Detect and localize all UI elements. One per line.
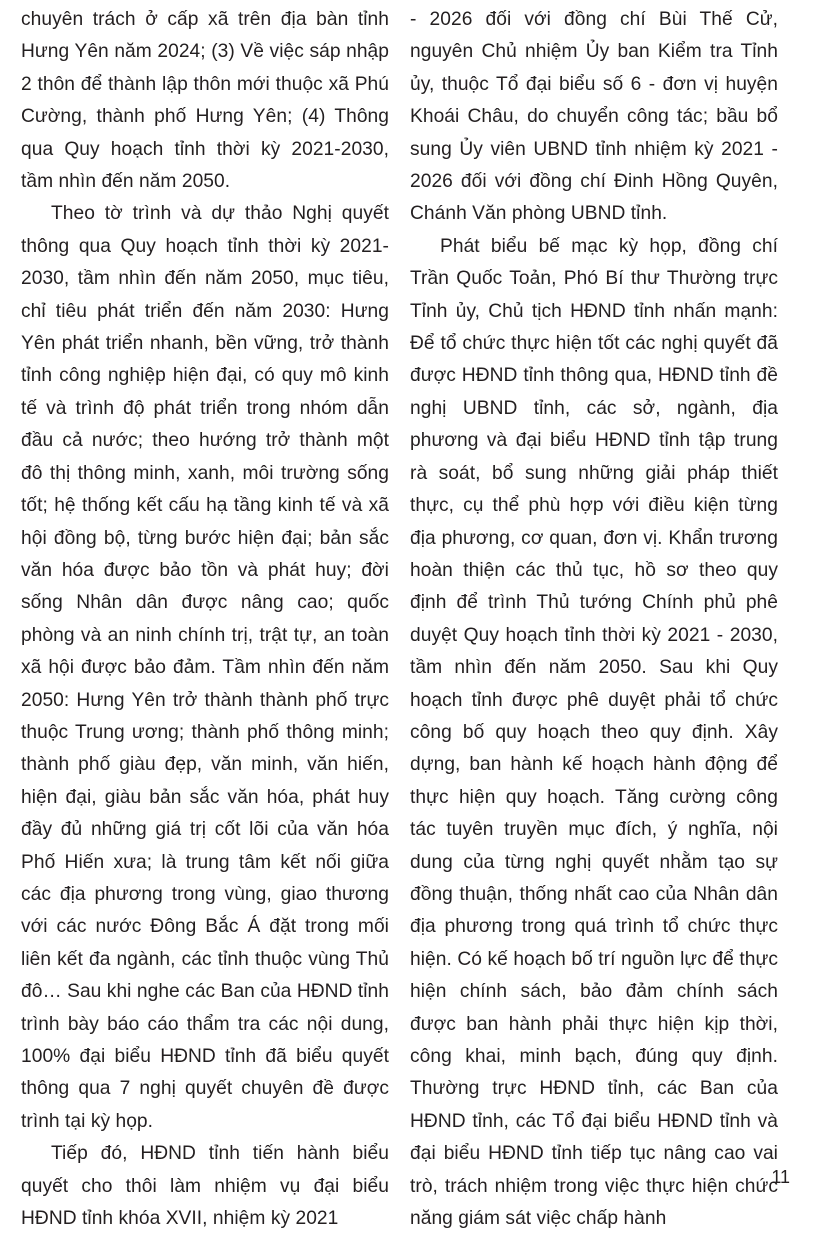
paragraph: Tiếp đó, HĐND tỉnh tiến hành biểu quyết cho thôi làm nhiệm vụ đại biểu HĐND tỉnh khóa XVII, nhiệm kỳ 2021 [21, 1143, 389, 1230]
paragraph: chuyên trách ở cấp xã trên địa bàn tỉnh Hưng Yên năm 2024; (3) Về việc sáp nhập 2 thôn để thành lập thôn mới thuộc xã Phú Cường, thành phố Hưng Yên; (4) Thông qua Quy hoạch tỉnh thời kỳ 2021-2030, tầm nhìn đến năm 2050. [21, 9, 389, 193]
paragraph: - 2026 đối với đồng chí Bùi Thế Cử, nguyên Chủ nhiệm Ủy ban Kiểm tra Tỉnh ủy, thuộc Tổ đại biểu số 6 - đơn vị huyện Khoái Châu, do chuyển công tác; bầu bổ sung Ủy viên UBND tỉnh nhiệm kỳ 2021 - 2026 đối với đồng chí Đinh Hồng Quyên, Chánh Văn phòng UBND tỉnh. [410, 9, 778, 225]
paragraph: Theo tờ trình và dự thảo Nghị quyết thông qua Quy hoạch tỉnh thời kỳ 2021-2030, tầm nhìn đến năm 2050, mục tiêu, chỉ tiêu phát triển đến năm 2030: Hưng Yên phát triển nhanh, bền vững, trở thành tỉnh công nghiệp hiện đại, có quy mô kinh tế và trình độ phát triển trong nhóm dẫn đầu cả nước; theo hướng trở thành một đô thị thông minh, xanh, môi trường sống tốt; hệ thống kết cấu hạ tầng kinh tế và xã hội đồng bộ, từng bước hiện đại; bản sắc văn hóa được bảo tồn và phát huy; đời sống Nhân dân được nâng cao; quốc phòng và an ninh chính trị, trật tự, an toàn xã hội được bảo đảm. Tầm nhìn đến năm 2050: Hưng Yên trở thành thành phố trực thuộc Trung ương; thành phố thông minh; thành phố giàu đẹp, văn minh, văn hiến, hiện đại, giàu bản sắc văn hóa, phát huy đầy đủ những giá trị cốt lõi của văn hóa Phố Hiến xưa; là trung tâm kết nối giữa các địa phương trong vùng, giao thương với các nước Đông Bắc Á đặt trong mối liên kết đa ngành, các tỉnh thuộc vùng Thủ đô… Sau khi nghe các Ban của HĐND tỉnh trình bày báo cáo thẩm tra các nội dung, 100% đại biểu HĐND tỉnh đã biểu quyết thông qua 7 nghị quyết chuyên đề được trình tại kỳ họp. [21, 203, 389, 1132]
left-column [21, 4, 389, 1235]
right-column [410, 4, 778, 1235]
paragraph: Phát biểu bế mạc kỳ họp, đồng chí Trần Quốc Toản, Phó Bí thư Thường trực Tỉnh ủy, Chủ tịch HĐND tỉnh nhấn mạnh: Để tổ chức thực hiện tốt các nghị quyết đã được HĐND tỉnh thông qua, HĐND tỉnh đề nghị UBND tỉnh, các sở, ngành, địa phương và đại biểu HĐND tỉnh tập trung rà soát, bổ sung những giải pháp thiết thực, cụ thể phù hợp với điều kiện từng địa phương, cơ quan, đơn vị. Khẩn trương hoàn thiện các thủ tục, hồ sơ theo quy định để trình Thủ tướng Chính phủ phê duyệt Quy hoạch tỉnh thời kỳ 2021 - 2030, tầm nhìn đến năm 2050. Sau khi Quy hoạch tỉnh được phê duyệt phải tổ chức công bố quy hoạch theo quy định. Xây dựng, ban hành kế hoạch hành động để thực hiện quy hoạch. Tăng cường công tác tuyên truyền mục đích, ý nghĩa, nội dung của từng nghị quyết nhằm tạo sự đồng thuận, thống nhất cao của Nhân dân địa phương trong quá trình tổ chức thực hiện. Có kế hoạch bố trí nguồn lực để thực hiện chính sách, bảo đảm chính sách được ban hành phải thực hiện kịp thời, công khai, minh bạch, đúng quy định. Thường trực HĐND tỉnh, các Ban của HĐND tỉnh, các Tổ đại biểu HĐND tỉnh và đại biểu HĐND tỉnh tiếp tục nâng cao vai trò, trách nhiệm trong việc thực hiện chức năng giám sát việc chấp hành [410, 235, 778, 1230]
page-number: 11 [771, 1167, 790, 1187]
